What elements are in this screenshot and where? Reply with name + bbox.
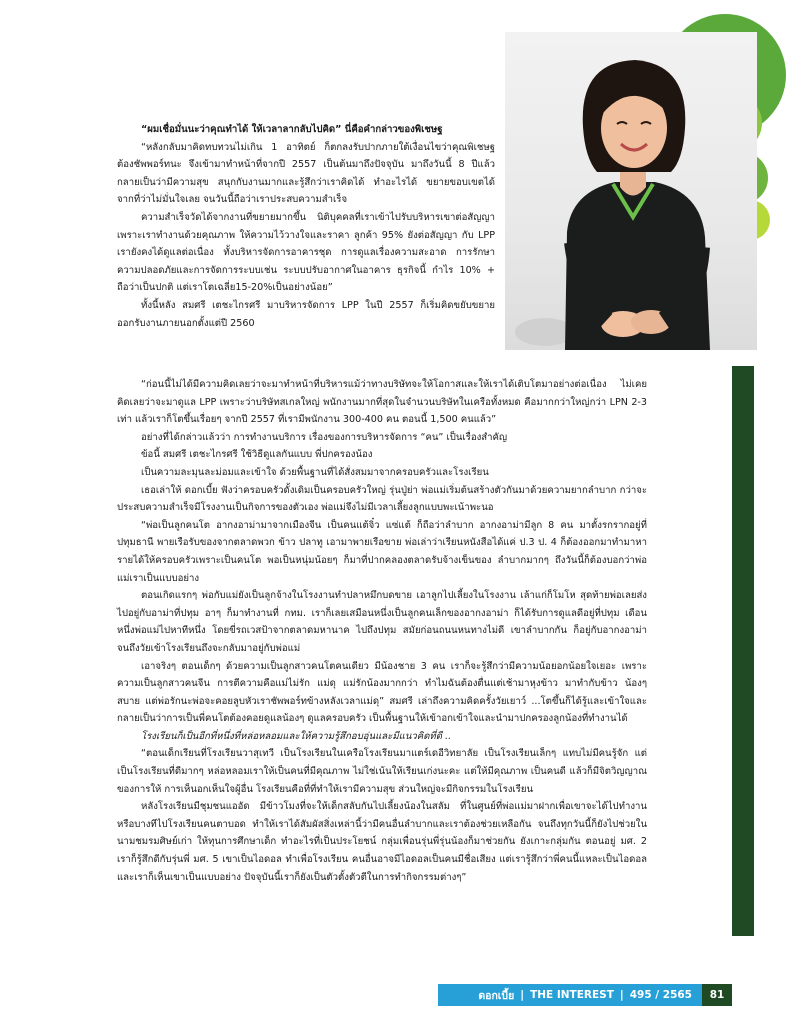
paragraph: เอาจริงๆ ตอนเด็กๆ ด้วยความเป็นลูกสาวคนโตคนเดียว มีน้องชาย 3 คน เราก็จะรู้สึกว่ามีความน้อยอกน้อยใจเยอะ เพราะความเป็นลูกสาวคนจีน การตีความคือแม่ไม่รัก แม่ดุ แม่รักน้องมากกว่า ทำไมฉันต้องตื่นแต่เช้ามาหุงข้าว มาทำกับข้าว น้องๆ สบาย แต่พ่อรักนะพ่อจะคอยลูบหัวเราชัพพอร์ทข้างหลังเวลาแม่ดุ” สมศรี เล่าถึงความคิดครั้งวัยเยาว์ ...โตขึ้นก็ได้รู้และเข้าใจและกลายเป็นว่าการเป็นพี่คนโตต้องคอยดูแลน้องๆ ดูแลครอบครัว เป็นพื้นฐานให้เข้าอกเข้าใจและนำมาปกครองลูกน้องที่ทำงานได้ [117,660,647,725]
paragraph: “พ่อเป็นลูกคนโต อากงอาม่ามาจากเมืองจีน เป็นคนแต้จิ๋ว แซ่แต้ ก็ถือว่าลำบาก อากงอาม่ามีลูก 8 คน มาตั้งรกรากอยู่ที่ปทุมธานี พายเรือรับของจากตลาดพวก ข้าว ปลาทู เอามาพายเรือขาย พ่อเล่าว่าเรียนหนังสือได้แค่ ป.3 ป. 4 ก็ต้องออกมาทำมาหารายได้ให้ครอบครัวเพราะเป็นคนโต พอเป็นหนุ่มน้อยๆ ก็มาที่ปากคลองตลาดรับจ้างเข็นของ ลำบากมากๆ ถึงวันนี้ก็ต้องบอกว่าพ่อแม่เราเป็นแบบอย่าง [117,519,647,584]
paragraph: เป็นความละมุนละม่อมและเข้าใจ ด้วยพื้นฐานที่ได้สั่งสมมาจากครอบครัวและโรงเรียน [141,466,489,478]
article-main-column [117,376,647,886]
paragraph: เธอเล่าให้ ดอกเบี้ย ฟังว่าครอบครัวดั้งเดิมเป็นครอบครัวใหญ่ รุ่นปู่ย่า พ่อแม่เริ่มต้นสร้างตัวกันมาด้วยความยากลำบาก กว่าจะประสบความสำเร็จมีโรงงานเป็นกิจการของตัวเอง พ่อแม่จึงไม่มีเวลาเลี้ยงลูกแบบพะเน้าพะนอ [117,484,647,514]
footer-issue: 495 / 2565 [629,989,692,1001]
article-top-column [117,121,495,332]
footer-brand: ดอกเบี้ย [478,989,515,1002]
paragraph: หลังโรงเรียนมีชุมชนแออัด มีข้าวโมงที่จะให้เด็กสลับกันไปเลี้ยงน้องในสลัม ที่ในศูนย์ที่พ่อแม่มาฝากเพื่อเขาจะได้ไปทำงาน หรือบางทีไปโรงเรียนคนตาบอด ทำให้เราได้สัมผัสสิ่งเหล่านี้ว่ามีคนอื่นลำบากและเราต้องช่วยเหลือกัน จนถึงทุกวันนี้ก็ยังไปช่วยในนามชมรมศิษย์เก่า ให้ทุนการศึกษาเด็ก ทำอะไรที่เป็นประโยชน์ กลุ่มเพื่อนรุ่นพี่รุ่นน้องก็มาช่วยกัน ยังเกาะกลุ่มกัน ตอนอยู่ มศ. 2 เราก็รู้สึกดีกับรุ่นพี่ มศ. 5 เขาเป็นไอดอล ทำเพื่อโรงเรียน คนอื่นอาจมีไอดอลเป็นคนมีชื่อเสียง แต่เรารู้สึกว่าพี่คนนี้แหละเป็นไอดอล และเราก็เห็นเขาเป็นแบบอย่าง ปัจจุบันนี้เราก็ยังเป็นตัวตั้งตัวตีในการทำกิจกรรมต่างๆ” [117,801,647,883]
portrait-photo [505,32,757,350]
paragraph: “ตอนเด็กเรียนที่โรงเรียนวาสุเทวี เป็นโรงเรียนในเครือโรงเรียนมาแตร์เดอีวิทยาลัย เป็นโรงเรียนเล็กๆ แทบไม่มีคนรู้จัก แต่เป็นโรงเรียนที่ดีมากๆ หล่อหลอมเราให้เป็นคนที่มีคุณภาพ ไม่ใช่เน้นให้เรียนเก่งนะคะ แต่ให้มีคุณภาพ เป็นคนดี แล้วก็มีจิตวิญญาณของการให้ การเห็นอกเห็นใจผู้อื่น โรงเรียนคือที่ที่ทำให้เรามีความสุข ส่วนใหญ่จะมีกิจกรรมในโรงเรียน [117,748,647,795]
paragraph: ทั้งนี้หลัง สมศรี เตชะไกรศรี มาบริหารจัดการ LPP ในปี 2557 ก็เริ่มคิดขยับขยาย ออกรับงานภายนอกตั้งแต่ปี 2560 [117,299,495,329]
page-footer [438,984,702,1006]
quote-intro: “ผมเชื่อมั่นนะว่าคุณทำได้ ให้เวลาลากลับไปคิด” นี่คือคำกล่าวของพิเชษฐ [141,124,443,135]
footer-separator: | [520,989,525,1001]
side-accent-bar [732,366,754,936]
paragraph: ความสำเร็จวัดได้จากงานที่ขยายมากขึ้น นิติบุคคลที่เราเข้าไปรับบริหารเขาต่อสัญญา เพราะเราทำงานด้วยคุณภาพ ให้ความไว้วางใจและราคา ลูกค้า 95% ยังต่อสัญญา กับ LPP เรายังคงได้ดูแลต่อเนื่อง ทั้งบริหารจัดการอาคารชุด การดูแลเรื่องความสะอาด การรักษาความปลอดภัยและการจัดการระบบเช่น ระบบปรับอากาศในอาคาร ธุรกิจนี้ กำไร 10% + ถือว่าเป็นปกติ แต่เราโตเฉลี่ย15-20%เป็นอย่างน้อย” [117,211,495,294]
portrait-illustration [505,32,757,350]
paragraph: ข้อนี้ สมศรี เตชะไกรศรี ใช้วิธีดูแลกันแบบ พี่ปกครองน้อง [141,449,373,461]
paragraph: อย่างที่ได้กล่าวแล้วว่า การทำงานบริการ เรื่องของการบริหารจัดการ “คน” เป็นเรื่องสำคัญ [141,431,508,443]
page-number: 81 [702,984,732,1006]
footer-section: THE INTEREST [530,989,614,1001]
footer-separator: | [619,989,624,1001]
paragraph: “หลังกลับมาคิดทบทวนไม่เกิน 1 อาทิตย์ ก็ตกลงรับปากภายใต้เงื่อนไขว่าคุณพิเชษฐ ต้องชัพพอร์ทนะ จึงเข้ามาทำหน้าที่จากปี 2557 เป็นต้นมาถึงปัจจุบัน มาถึงวันนี้ 8 ปีแล้ว กลายเป็นว่ามีความสุข สนุกกับงานมากและรู้สึกว่าเราคิดได้ ทำอะไรได้ ขยายขอบเขตได้ จากที่ว่าไม่มั่นใจเลย จนวันนี้ถือว่าเราประสบความสำเร็จ [117,141,495,206]
paragraph: ตอนเกิดแรกๆ พ่อกับแม่ยังเป็นลูกจ้างในโรงงานทำปลาหมึกบดขาย เอาลูกไปเลี้ยงในโรงงาน เล้าแก่ก็โมโห สุดท้ายพ่อเลยส่งไปอยู่กับอาม่าที่ปทุม อาๆ ก็มาทำงานที่ กทม. เราก็เลยเสมือนหนึ่งเป็นลูกคนเล็กของอากงอาม่า ก็ได้รับการดูแลดีอยู่ที่ปทุม เดือนหนึ่งพ่อแม่ไปหาทีหนึ่ง โดยขี่รถเวสป้าจากตลาดมหานาค ไปถึงปทุม สมัยก่อนถนนหนทางไม่ดี เขาลำบากกัน ก็อยู่กับอากงอาม่าจนถึงวัยเข้าโรงเรียนถึงจะกลับมาอยู่กับพ่อแม่ [117,590,647,654]
subheading: โรงเรียนก็เป็นอีกที่หนึ่งที่หล่อหลอมและให้ความรู้สึกอบอุ่นและมีแนวคิดที่ดี .. [141,730,452,742]
paragraph: “ก่อนนี้ไม่ได้มีความคิดเลยว่าจะมาทำหน้าที่บริหารแม้ว่าทางบริษัทจะให้โอกาสและให้เราได้เติบโตมาอย่างต่อเนื่อง ไม่เคยคิดเลยว่าจะมาดูแล LPP เพราะว่าบริษัทสเกลใหญ่ พนักงานมากที่สุดในจำนวนบริษัทในเครือทั้งหมด คือมากกว่าใหญ่กว่า LPN 2-3 เท่า แล้วเราก็โตขึ้นเรื่อยๆ จากปี 2557 ที่เรามีพนักงาน 300-400 คน ตอนนี้ 1,500 คนแล้ว” [117,379,647,426]
